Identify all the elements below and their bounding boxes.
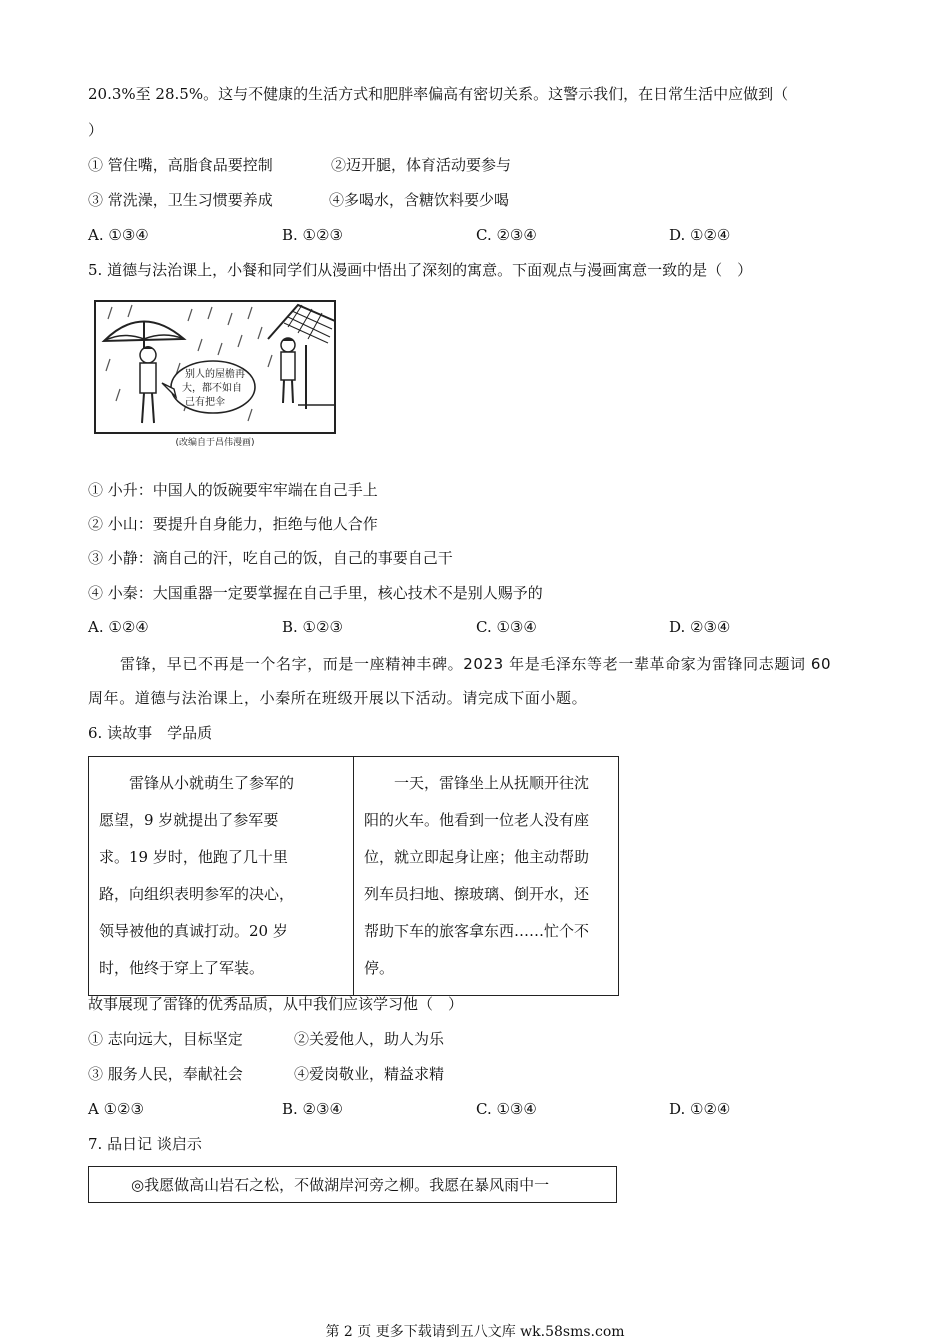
q4-option-d[interactable]: D. ①②④ <box>669 226 731 244</box>
speech-line-2: 大，都不如自 <box>182 383 242 394</box>
q4-item-2: ②迈开腿，体育活动要参与 <box>331 156 512 174</box>
q4-option-c[interactable]: C. ②③④ <box>476 226 537 244</box>
cartoon-drawing <box>92 299 338 449</box>
q4-item-4: ④多喝水，含糖饮料要少喝 <box>329 191 510 209</box>
q5-option-b[interactable]: B. ①②③ <box>282 618 343 636</box>
intro-line-2: 周年。道德与法治课上，小秦所在班级开展以下活动。请完成下面小题。 <box>88 689 588 707</box>
q6-option-b[interactable]: B. ②③④ <box>282 1100 343 1118</box>
story-left-line: 领导被他的真诚打动。20 岁 <box>99 922 288 940</box>
story-right-line: 位，就立即起身让座；他主动帮助 <box>364 848 590 866</box>
q4-item-1: ① 管住嘴，高脂食品要控制 <box>88 156 273 174</box>
q4-stem-line2: ） <box>88 121 104 139</box>
speech-line-1: 别人的屋檐再 <box>185 369 245 380</box>
q6-item-2: ②关爱他人，助人为乐 <box>294 1030 445 1048</box>
story-left-line: 求。19 岁时，他跑了几十里 <box>99 848 288 866</box>
story-left-line: 雷锋从小就萌生了参军的 <box>99 774 295 792</box>
q6-item-4: ④爱岗敬业，精益求精 <box>294 1065 445 1083</box>
cartoon-caption: (改编自于昌伟漫画) <box>175 438 255 448</box>
q4-option-b[interactable]: B. ①②③ <box>282 226 343 244</box>
story-left <box>89 757 354 996</box>
story-right <box>354 757 619 996</box>
story-right-line: 帮助下车的旅客拿东西……忙个不 <box>364 922 590 940</box>
speech-line-3: 己有把伞 <box>185 397 225 408</box>
q6-question: 故事展现了雷锋的优秀品质，从中我们应该学习他（ ） <box>88 995 464 1013</box>
q6-item-1: ① 志向远大，目标坚定 <box>88 1030 243 1048</box>
q4-item-3: ③ 常洗澡，卫生习惯要养成 <box>88 191 273 209</box>
q6-item-3: ③ 服务人民，奉献社会 <box>88 1065 243 1083</box>
story-right-line: 列车员扫地、擦玻璃、倒开水，还 <box>364 885 590 903</box>
q5-item-3: ③ 小静：滴自己的汗，吃自己的饭，自己的事要自己干 <box>88 549 453 567</box>
diary-box <box>88 1166 617 1203</box>
story-right-line: 停。 <box>364 959 395 977</box>
q4-stem-line1: 20.3%至 28.5%。这与不健康的生活方式和肥胖率偏高有密切关系。这警示我们，在日常生活中应做到（ <box>88 85 789 103</box>
story-left-line: 时，他终于穿上了军装。 <box>99 959 265 977</box>
q4-option-a[interactable]: A. ①③④ <box>88 226 149 244</box>
q5-item-1: ① 小升：中国人的饭碗要牢牢端在自己手上 <box>88 481 378 499</box>
story-left-line: 愿望，9 岁就提出了参军要 <box>99 811 279 829</box>
diary-text: ◎我愿做高山岩石之松，不做湖岸河旁之柳。我愿在暴风雨中一 <box>131 1176 550 1194</box>
q6-option-d[interactable]: D. ①②④ <box>669 1100 731 1118</box>
q6-stem: 6. 读故事 学品质 <box>88 724 213 742</box>
q5-option-d[interactable]: D. ②③④ <box>669 618 731 636</box>
story-right-line: 一天，雷锋坐上从抚顺开往沈 <box>364 774 590 792</box>
q5-option-c[interactable]: C. ①③④ <box>476 618 537 636</box>
q5-option-a[interactable]: A. ①②④ <box>88 618 149 636</box>
intro-line-1: 雷锋，早已不再是一个名字，而是一座精神丰碑。2023 年是毛泽东等老一辈革命家为雷锋同志题词 60 <box>120 655 832 673</box>
q7-stem: 7. 品日记 谈启示 <box>88 1135 202 1153</box>
q6-option-a[interactable]: A ①②③ <box>88 1100 144 1118</box>
q5-item-2: ② 小山：要提升自身能力，拒绝与他人合作 <box>88 515 378 533</box>
page-footer: 第 2 页 更多下载请到五八文库 wk.58sms.com <box>325 1324 625 1340</box>
q6-option-c[interactable]: C. ①③④ <box>476 1100 537 1118</box>
story-left-line: 路，向组织表明参军的决心， <box>99 885 295 903</box>
story-table <box>88 756 619 996</box>
story-right-line: 阳的火车。他看到一位老人没有座 <box>364 811 590 829</box>
q5-item-4: ④ 小秦：大国重器一定要掌握在自己手里，核心技术不是别人赐予的 <box>88 584 543 602</box>
q5-stem: 5. 道德与法治课上，小餐和同学们从漫画中悟出了深刻的寓意。下面观点与漫画寓意一致的是（ ） <box>88 261 753 279</box>
cartoon-illustration <box>92 299 338 449</box>
